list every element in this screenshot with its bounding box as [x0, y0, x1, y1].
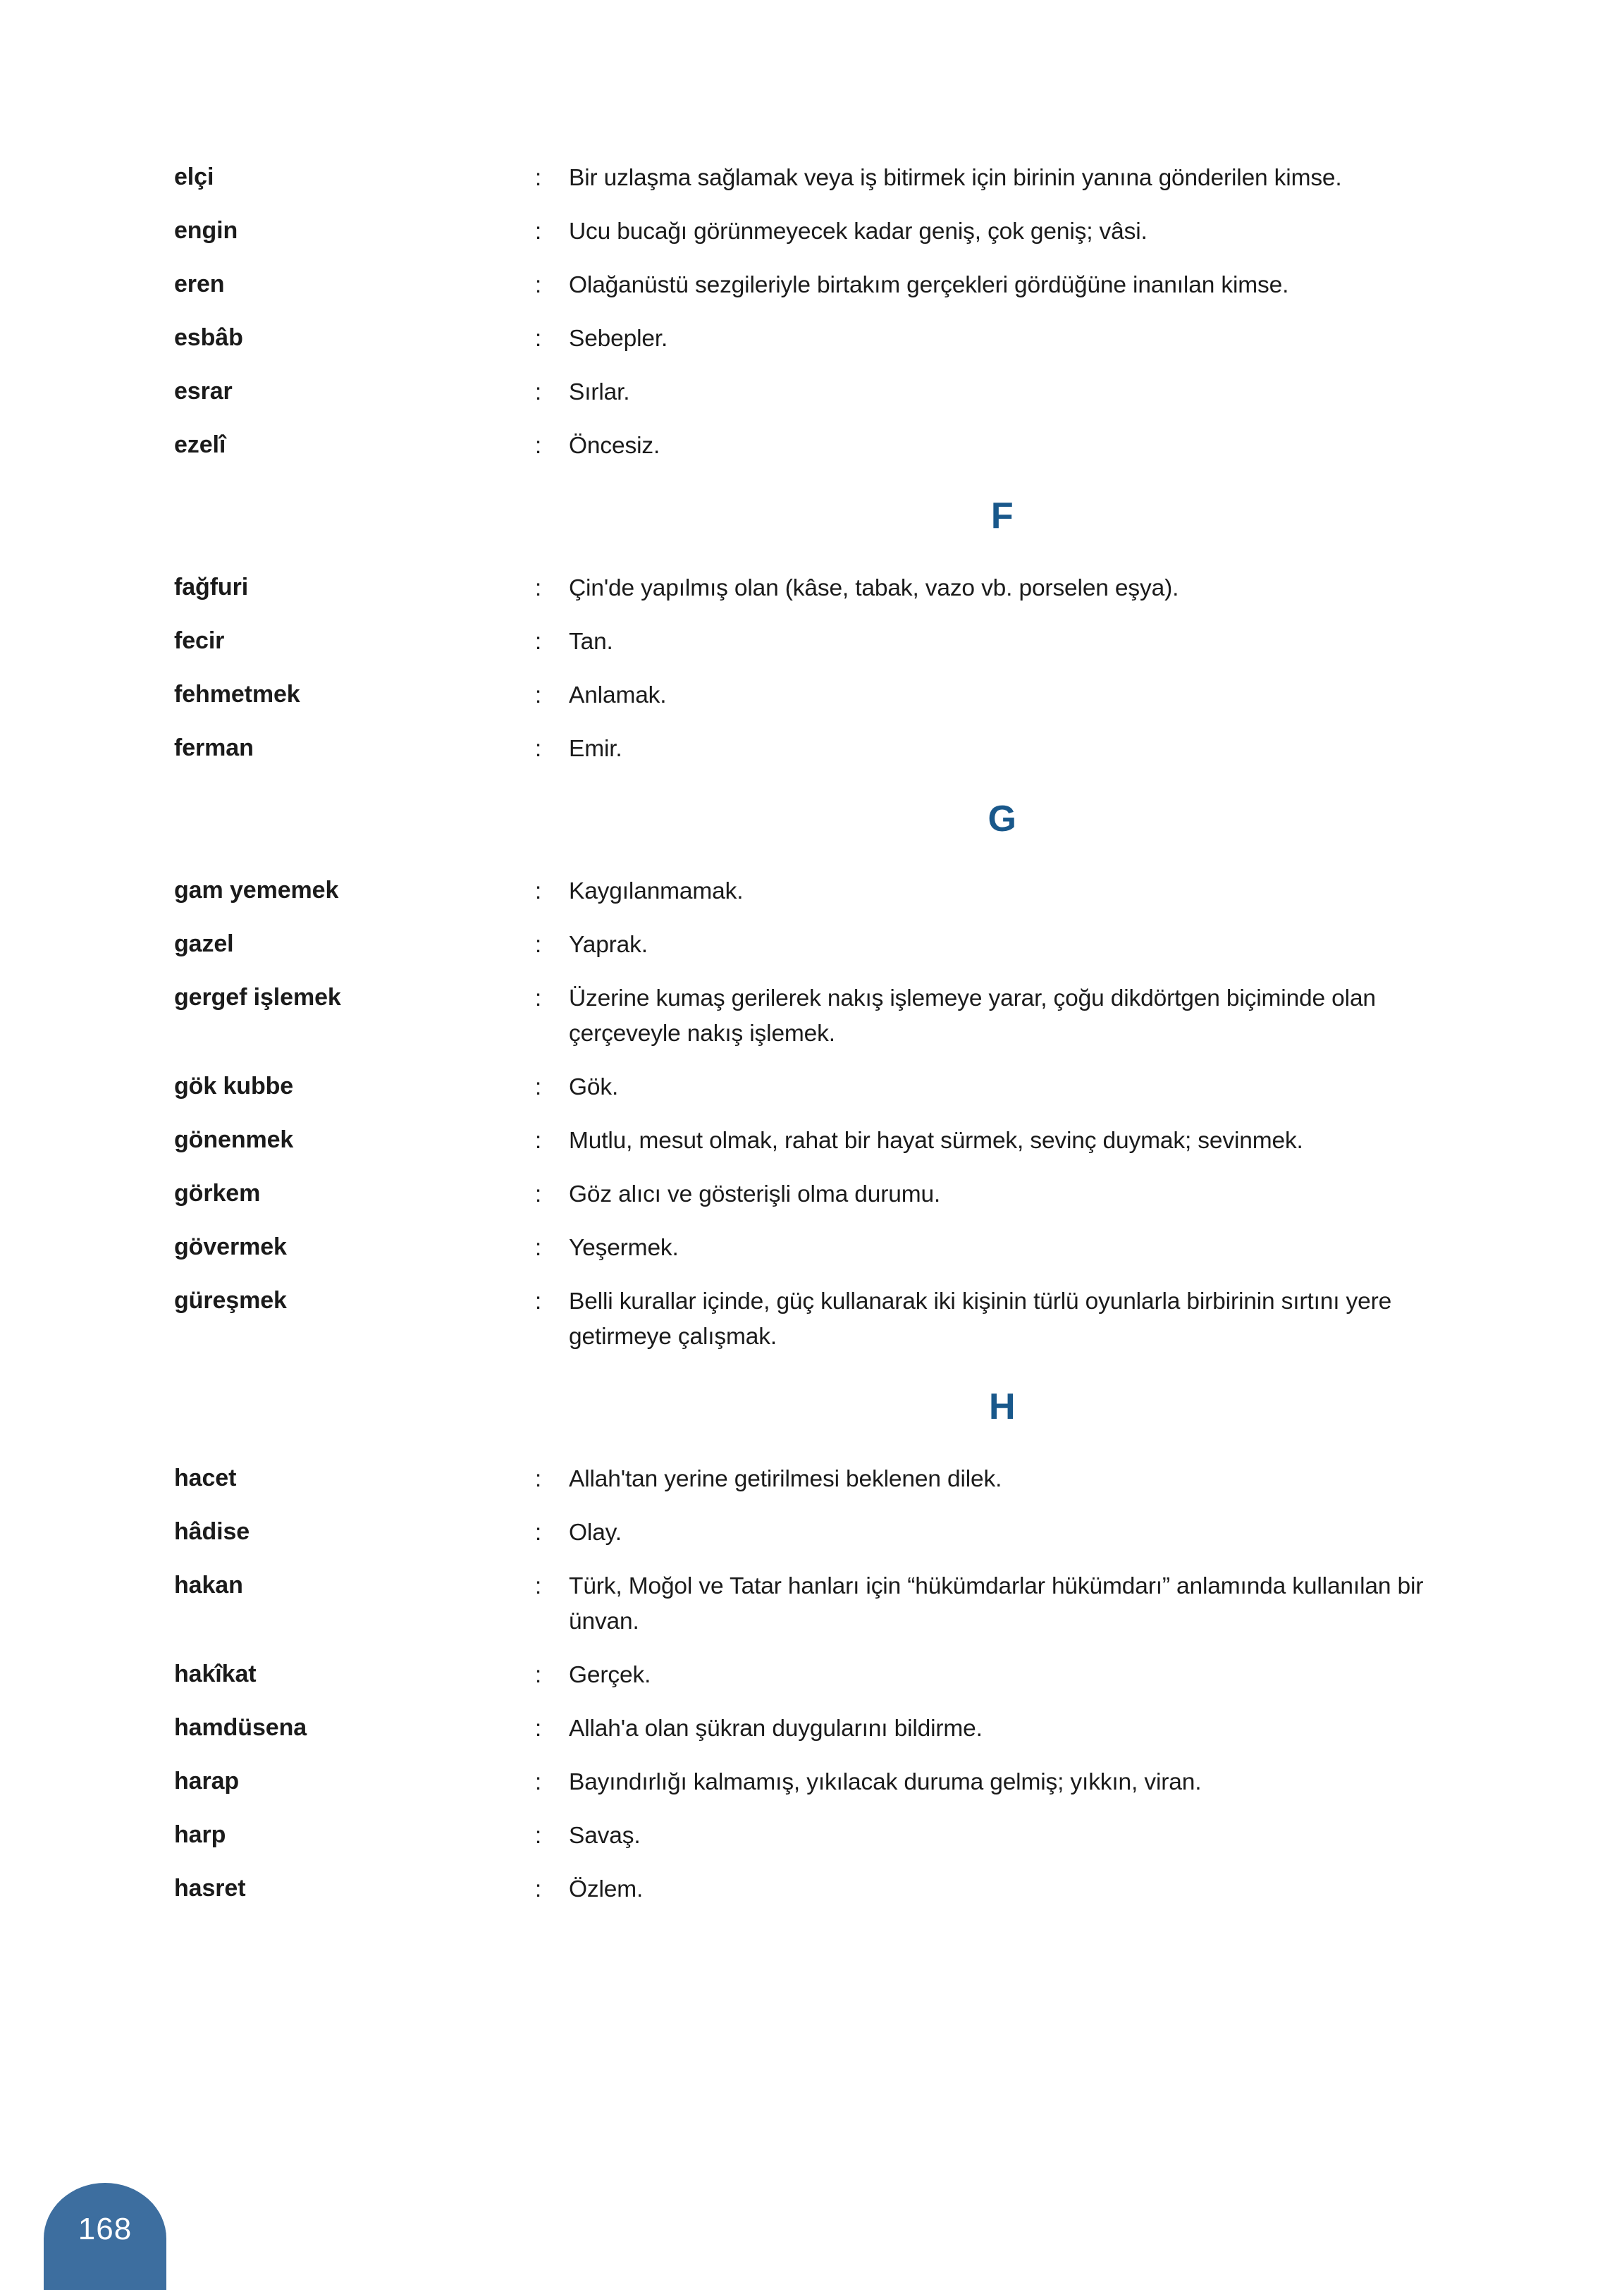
glossary-term: hacet	[174, 1465, 237, 1491]
glossary-colon-separator: :	[535, 628, 542, 654]
glossary-definition: Ucu bucağı görünmeyecek kadar geniş, çok geniş; vâsi.	[569, 218, 1148, 245]
glossary-term: gövermek	[174, 1233, 287, 1260]
glossary-term: elçi	[174, 164, 214, 190]
glossary-definition: Savaş.	[569, 1823, 641, 1849]
glossary-definition: Türk, Moğol ve Tatar hanları için “hükümdarlar hükümdarı” anlamında kullanılan bir ünvan.	[569, 1573, 1424, 1635]
glossary-entry	[174, 678, 1436, 713]
glossary-entry	[174, 161, 1436, 196]
glossary-colon-separator: :	[535, 574, 542, 601]
glossary-entry	[174, 928, 1436, 963]
glossary-entry	[174, 1462, 1436, 1497]
glossary-colon-separator: :	[535, 378, 542, 405]
glossary-colon-separator: :	[535, 931, 542, 957]
glossary-term: ferman	[174, 734, 254, 761]
glossary-entry	[174, 321, 1436, 357]
glossary-term: hakîkat	[174, 1661, 257, 1687]
glossary-definition: Yeşermek.	[569, 1235, 679, 1261]
glossary-entry	[174, 571, 1436, 606]
glossary-entry	[174, 1177, 1436, 1212]
glossary-term: gazel	[174, 930, 234, 957]
glossary-definition: Gök.	[569, 1074, 619, 1100]
glossary-entry	[174, 214, 1436, 250]
glossary-entry	[174, 375, 1436, 410]
glossary-definition: Mutlu, mesut olmak, rahat bir hayat sürmek, sevinç duymak; sevinmek.	[569, 1128, 1303, 1154]
glossary-colon-separator: :	[535, 985, 542, 1011]
glossary-term: gök kubbe	[174, 1073, 294, 1100]
glossary-entry	[174, 1231, 1436, 1266]
glossary-term: gergef işlemek	[174, 984, 341, 1011]
glossary-entry	[174, 1284, 1436, 1355]
glossary-term: gönenmek	[174, 1126, 294, 1153]
glossary-entry	[174, 624, 1436, 660]
glossary-term: güreşmek	[174, 1287, 287, 1314]
section-letter-heading: G	[988, 799, 1017, 839]
glossary-entry	[174, 1124, 1436, 1159]
glossary-entry	[174, 732, 1436, 767]
glossary-definition: Bir uzlaşma sağlamak veya iş bitirmek için birinin yanına gönderilen kimse.	[569, 165, 1342, 191]
glossary-definition: Allah'tan yerine getirilmesi beklenen dilek.	[569, 1466, 1002, 1492]
glossary-colon-separator: :	[535, 1661, 542, 1687]
glossary-entry	[174, 1818, 1436, 1854]
glossary-entry	[174, 268, 1436, 303]
glossary-entry	[174, 981, 1436, 1052]
glossary-colon-separator: :	[535, 325, 542, 351]
glossary-definition: Gerçek.	[569, 1662, 651, 1688]
glossary-definition: Çin'de yapılmış olan (kâse, tabak, vazo vb. porselen eşya).	[569, 575, 1179, 601]
glossary-entry	[174, 429, 1436, 464]
glossary-term: hamdüsena	[174, 1714, 307, 1741]
glossary-entry	[174, 1569, 1436, 1639]
glossary-definition: Olağanüstü sezgileriyle birtakım gerçekleri gördüğüne inanılan kimse.	[569, 272, 1289, 298]
glossary-colon-separator: :	[535, 1288, 542, 1314]
glossary-term: eren	[174, 271, 225, 297]
glossary-colon-separator: :	[535, 1073, 542, 1100]
glossary-term: ezelî	[174, 431, 226, 458]
glossary-colon-separator: :	[535, 1876, 542, 1902]
glossary-colon-separator: :	[535, 432, 542, 458]
glossary-colon-separator: :	[535, 1465, 542, 1491]
glossary-entry	[174, 1872, 1436, 1907]
glossary-term: esrar	[174, 378, 233, 405]
glossary-term: harap	[174, 1768, 240, 1795]
glossary-colon-separator: :	[535, 1234, 542, 1260]
glossary-entry	[174, 1515, 1436, 1551]
glossary-entry	[174, 874, 1436, 909]
glossary-colon-separator: :	[535, 1127, 542, 1153]
glossary-term: hakan	[174, 1572, 243, 1599]
glossary-entry	[174, 1658, 1436, 1693]
glossary-definition: Yaprak.	[569, 932, 648, 958]
glossary-definition: Belli kurallar içinde, güç kullanarak iki kişinin türlü oyunlarla birbirinin sırtını yere getirmeye çalışmak.	[569, 1288, 1392, 1350]
glossary-definition: Üzerine kumaş gerilerek nakış işlemeye yarar, çoğu dikdörtgen biçiminde olan çerçeveyle nakış işlemek.	[569, 985, 1376, 1047]
glossary-definition: Bayındırlığı kalmamış, yıkılacak duruma gelmiş; yıkkın, viran.	[569, 1769, 1202, 1795]
glossary-definition: Olay.	[569, 1520, 622, 1546]
glossary-term: harp	[174, 1821, 226, 1848]
glossary-colon-separator: :	[535, 164, 542, 190]
glossary-definition: Allah'a olan şükran duygularını bildirme.	[569, 1716, 983, 1742]
glossary-definition: Sebepler.	[569, 326, 668, 352]
glossary-colon-separator: :	[535, 682, 542, 708]
glossary-term: hâdise	[174, 1518, 250, 1545]
page-number-badge	[44, 2183, 166, 2290]
glossary-definition: Anlamak.	[569, 682, 667, 708]
glossary-colon-separator: :	[535, 1519, 542, 1545]
glossary-colon-separator: :	[535, 1768, 542, 1795]
glossary-colon-separator: :	[535, 878, 542, 904]
glossary-definition: Sırlar.	[569, 379, 630, 405]
glossary-entry	[174, 1711, 1436, 1747]
glossary-definition: Göz alıcı ve gösterişli olma durumu.	[569, 1181, 941, 1207]
glossary-colon-separator: :	[535, 271, 542, 297]
glossary-colon-separator: :	[535, 1181, 542, 1207]
glossary-colon-separator: :	[535, 1572, 542, 1599]
section-letter-heading: F	[990, 495, 1014, 536]
page-number: 168	[78, 2212, 133, 2246]
glossary-entry	[174, 1765, 1436, 1800]
glossary-term: fecir	[174, 627, 225, 654]
glossary-definition: Tan.	[569, 629, 613, 655]
glossary-term: hasret	[174, 1875, 246, 1902]
section-letter-heading: H	[988, 1386, 1016, 1427]
glossary-term: engin	[174, 217, 238, 244]
glossary-definition: Özlem.	[569, 1876, 644, 1902]
glossary-definition: Kaygılanmamak.	[569, 878, 744, 904]
glossary-term: görkem	[174, 1180, 261, 1207]
glossary-definition: Öncesiz.	[569, 433, 660, 459]
glossary-colon-separator: :	[535, 218, 542, 244]
glossary-term: gam yememek	[174, 877, 339, 904]
glossary-definition: Emir.	[569, 736, 622, 762]
glossary-term: fağfuri	[174, 574, 249, 601]
glossary-term: fehmetmek	[174, 681, 300, 708]
glossary-entry	[174, 1070, 1436, 1105]
glossary-colon-separator: :	[535, 1715, 542, 1741]
glossary-list	[174, 161, 1436, 1926]
glossary-term: esbâb	[174, 324, 243, 351]
glossary-colon-separator: :	[535, 735, 542, 761]
glossary-colon-separator: :	[535, 1822, 542, 1848]
